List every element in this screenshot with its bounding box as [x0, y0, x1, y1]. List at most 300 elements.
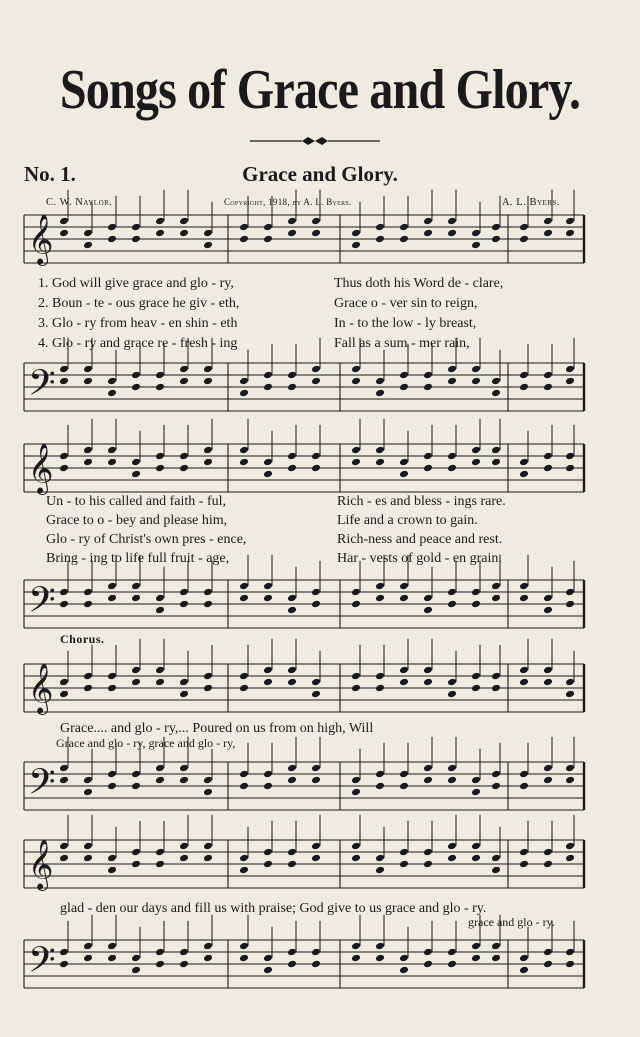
note-head [131, 458, 141, 467]
note-head [311, 464, 321, 473]
note-head [203, 600, 213, 609]
note-head [107, 684, 117, 693]
note-head [287, 948, 297, 957]
note-head [179, 764, 189, 773]
note-head [59, 960, 69, 969]
lyric-line: Rich-ness and peace and rest. [337, 532, 503, 547]
note-head [107, 235, 117, 244]
lyric-line: Glo - ry of Christ's own pres - ence, [46, 532, 247, 547]
note-head [131, 966, 141, 975]
note-head [519, 666, 529, 675]
note-head [399, 458, 409, 467]
note-head [375, 770, 385, 779]
note-head [179, 854, 189, 863]
note-head [155, 860, 165, 869]
note-head [565, 764, 575, 773]
note-head [543, 678, 553, 687]
note-head [107, 582, 117, 591]
note-head [471, 788, 481, 797]
note-head [519, 966, 529, 975]
note-head [471, 954, 481, 963]
note-head [519, 371, 529, 380]
note-head [155, 606, 165, 615]
note-head [83, 942, 93, 951]
note-head [351, 588, 361, 597]
lyric-line: Grace o - ver sin to reign, [334, 296, 478, 311]
clef-icon: 𝄢 [28, 362, 56, 413]
note-head [179, 948, 189, 957]
note-head [423, 948, 433, 957]
note-head [471, 854, 481, 863]
note-head [239, 942, 249, 951]
note-head [543, 764, 553, 773]
note-head [287, 606, 297, 615]
treble-staff [24, 815, 584, 892]
lyric-line: 1. God will give grace and glo - ry, [38, 276, 234, 291]
note-head [565, 960, 575, 969]
note-head [131, 954, 141, 963]
note-head [311, 854, 321, 863]
note-head [263, 470, 273, 479]
title-ornament [250, 136, 380, 146]
note-head [399, 582, 409, 591]
note-head [203, 672, 213, 681]
note-head [491, 458, 501, 467]
note-head [491, 672, 501, 681]
note-head [131, 678, 141, 687]
note-head [239, 458, 249, 467]
note-head [351, 446, 361, 455]
book-title: Songs of Grace and Glory. [59, 59, 581, 121]
note-head [203, 842, 213, 851]
note-head [399, 848, 409, 857]
note-head [203, 377, 213, 386]
lyric-line: Har - vests of gold - en grain. [337, 551, 502, 566]
note-head [351, 377, 361, 386]
note-head [263, 594, 273, 603]
note-head [351, 672, 361, 681]
note-head [239, 223, 249, 232]
note-head [83, 854, 93, 863]
note-head [565, 229, 575, 238]
note-head [107, 389, 117, 398]
note-head [447, 217, 457, 226]
note-head [107, 223, 117, 232]
note-head [83, 377, 93, 386]
note-head [83, 600, 93, 609]
note-head [519, 954, 529, 963]
note-head [491, 377, 501, 386]
note-head [287, 464, 297, 473]
note-head [375, 377, 385, 386]
note-head [565, 776, 575, 785]
note-head [203, 588, 213, 597]
lyric-line: 4. Glo - ry and grace re - fresh - ing [38, 336, 238, 351]
note-head [519, 782, 529, 791]
note-head [351, 458, 361, 467]
note-head [399, 470, 409, 479]
music-system-3 [0, 650, 640, 810]
note-head [399, 678, 409, 687]
note-head [83, 776, 93, 785]
note-head [263, 666, 273, 675]
note-head [107, 458, 117, 467]
note-head [447, 678, 457, 687]
note-head [399, 966, 409, 975]
note-head [83, 954, 93, 963]
note-head [375, 942, 385, 951]
note-head [423, 666, 433, 675]
note-head [491, 446, 501, 455]
note-head [375, 594, 385, 603]
note-head [179, 842, 189, 851]
note-head [287, 666, 297, 675]
note-head [543, 594, 553, 603]
note-head [83, 365, 93, 374]
note-head [471, 458, 481, 467]
note-head [519, 470, 529, 479]
music-system-1 [0, 214, 640, 413]
bass-staff [24, 915, 584, 990]
note-head [131, 770, 141, 779]
note-head [83, 229, 93, 238]
note-head [471, 365, 481, 374]
note-head [59, 948, 69, 957]
note-head [423, 678, 433, 687]
note-head [311, 452, 321, 461]
note-head [543, 217, 553, 226]
note-head [239, 782, 249, 791]
note-head [399, 594, 409, 603]
note-head [239, 594, 249, 603]
copyright-notice: Copyright, 1918, by A. L. Byers. [224, 197, 352, 207]
note-head [491, 866, 501, 875]
note-head [83, 842, 93, 851]
note-head [491, 854, 501, 863]
note-head [471, 842, 481, 851]
note-head [239, 446, 249, 455]
note-head [399, 954, 409, 963]
note-head [423, 383, 433, 392]
note-head [565, 452, 575, 461]
clef-icon: 𝄢 [28, 761, 56, 812]
note-head [83, 684, 93, 693]
note-head [519, 235, 529, 244]
note-head [107, 854, 117, 863]
note-head [351, 942, 361, 951]
note-head [399, 770, 409, 779]
note-head [423, 217, 433, 226]
note-head [59, 452, 69, 461]
note-head [287, 678, 297, 687]
note-head [59, 377, 69, 386]
note-head [311, 960, 321, 969]
note-head [107, 782, 117, 791]
music-system-2 [0, 430, 640, 630]
lyric-line: Life and a crown to gain. [337, 513, 478, 528]
lyric-line: In - to the low - ly breast, [334, 316, 477, 331]
note-head [543, 452, 553, 461]
note-head [423, 860, 433, 869]
note-head [447, 764, 457, 773]
note-head [471, 377, 481, 386]
note-head [287, 776, 297, 785]
clef-icon: 𝄞 [28, 663, 54, 714]
note-head [399, 860, 409, 869]
note-head [399, 666, 409, 675]
note-head [107, 594, 117, 603]
note-head [131, 582, 141, 591]
note-head [131, 782, 141, 791]
note-head [203, 776, 213, 785]
note-head [287, 594, 297, 603]
note-head [351, 854, 361, 863]
note-head [131, 848, 141, 857]
note-head [203, 788, 213, 797]
note-head [471, 446, 481, 455]
note-head [131, 666, 141, 675]
note-head [155, 383, 165, 392]
hymn-title: Grace and Glory. [242, 162, 398, 186]
note-head [287, 229, 297, 238]
note-head [131, 470, 141, 479]
note-head [239, 954, 249, 963]
note-head [311, 365, 321, 374]
note-head [351, 684, 361, 693]
note-head [491, 389, 501, 398]
note-head [543, 960, 553, 969]
note-head [131, 860, 141, 869]
note-head [447, 842, 457, 851]
note-head [423, 776, 433, 785]
note-head [491, 235, 501, 244]
note-head [107, 866, 117, 875]
note-head [239, 866, 249, 875]
note-head [311, 690, 321, 699]
note-head [471, 241, 481, 250]
chorus-lyric: glad - den our days and fill us with praise; God give to us grace and glo - ry. [60, 901, 487, 916]
note-head [263, 235, 273, 244]
note-head [179, 217, 189, 226]
note-head [263, 678, 273, 687]
note-head [491, 954, 501, 963]
note-head [519, 223, 529, 232]
note-head [107, 446, 117, 455]
note-head [423, 464, 433, 473]
note-head [543, 948, 553, 957]
note-head [83, 458, 93, 467]
note-head [203, 458, 213, 467]
note-head [239, 854, 249, 863]
note-head [179, 229, 189, 238]
note-head [423, 848, 433, 857]
note-head [155, 217, 165, 226]
note-head [471, 942, 481, 951]
note-head [59, 600, 69, 609]
note-head [179, 452, 189, 461]
note-head [287, 848, 297, 857]
note-head [375, 582, 385, 591]
clef-icon: 𝄞 [28, 214, 54, 265]
note-head [131, 383, 141, 392]
note-head [543, 776, 553, 785]
note-head [471, 229, 481, 238]
note-head [155, 678, 165, 687]
note-head [311, 948, 321, 957]
note-head [287, 217, 297, 226]
note-head [263, 860, 273, 869]
note-head [423, 371, 433, 380]
note-head [471, 600, 481, 609]
note-head [471, 776, 481, 785]
note-head [155, 594, 165, 603]
note-head [351, 954, 361, 963]
note-head [59, 464, 69, 473]
note-head [399, 223, 409, 232]
note-head [375, 223, 385, 232]
lyric-line: Fall as a sum - mer rain, [334, 336, 470, 351]
note-head [263, 954, 273, 963]
note-head [59, 588, 69, 597]
note-head [203, 446, 213, 455]
note-head [311, 600, 321, 609]
note-head [565, 948, 575, 957]
note-head [399, 383, 409, 392]
note-head [203, 365, 213, 374]
note-head [311, 229, 321, 238]
note-head [239, 235, 249, 244]
note-head [179, 600, 189, 609]
note-head [519, 678, 529, 687]
note-head [239, 389, 249, 398]
note-head [83, 446, 93, 455]
lyric-line: 2. Boun - te - ous grace he giv - eth, [38, 296, 240, 311]
note-head [491, 770, 501, 779]
note-head [491, 223, 501, 232]
note-head [155, 452, 165, 461]
note-head [351, 600, 361, 609]
note-head [203, 229, 213, 238]
note-head [447, 229, 457, 238]
note-head [59, 229, 69, 238]
chorus-response: grace and glo - ry. [468, 915, 555, 929]
note-head [471, 672, 481, 681]
note-head [107, 954, 117, 963]
note-head [447, 464, 457, 473]
note-head [155, 848, 165, 857]
lyric-line: Un - to his called and faith - ful, [46, 494, 227, 509]
note-head [107, 672, 117, 681]
note-head [423, 594, 433, 603]
note-head [375, 235, 385, 244]
chorus-label: Chorus. [60, 632, 105, 646]
note-head [203, 241, 213, 250]
note-head [375, 854, 385, 863]
note-head [565, 854, 575, 863]
note-head [375, 458, 385, 467]
note-head [351, 788, 361, 797]
note-head [311, 776, 321, 785]
note-head [263, 383, 273, 392]
note-head [375, 782, 385, 791]
note-head [311, 588, 321, 597]
lyric-line: Thus doth his Word de - clare, [334, 276, 504, 291]
clef-icon: 𝄞 [28, 443, 54, 494]
note-head [447, 377, 457, 386]
clef-icon: 𝄢 [28, 939, 56, 990]
note-head [447, 854, 457, 863]
note-head [399, 235, 409, 244]
note-head [519, 848, 529, 857]
note-head [423, 229, 433, 238]
note-head [491, 782, 501, 791]
note-head [263, 582, 273, 591]
note-head [565, 588, 575, 597]
lyric-line: Rich - es and bless - ings rare. [337, 494, 506, 509]
note-head [59, 764, 69, 773]
note-head [375, 446, 385, 455]
note-head [287, 960, 297, 969]
note-head [131, 371, 141, 380]
chorus-response: Grace and glo - ry, grace and glo - ry, [56, 736, 236, 750]
note-head [131, 223, 141, 232]
note-head [543, 464, 553, 473]
author-credit: C. W. Naylor. [46, 197, 113, 208]
note-head [447, 588, 457, 597]
note-head [287, 764, 297, 773]
note-head [179, 377, 189, 386]
note-head [239, 582, 249, 591]
note-head [107, 377, 117, 386]
composer-credit: A. L. Byers. [501, 197, 560, 208]
note-head [565, 600, 575, 609]
note-head [543, 371, 553, 380]
note-head [83, 788, 93, 797]
note-head [471, 684, 481, 693]
note-head [543, 229, 553, 238]
note-head [155, 666, 165, 675]
note-head [287, 371, 297, 380]
note-head [263, 223, 273, 232]
note-head [447, 600, 457, 609]
clef-icon: 𝄞 [28, 839, 54, 890]
note-head [519, 582, 529, 591]
note-head [351, 241, 361, 250]
note-head [565, 464, 575, 473]
note-head [131, 594, 141, 603]
note-head [519, 770, 529, 779]
note-head [155, 948, 165, 957]
note-head [83, 241, 93, 250]
note-head [565, 217, 575, 226]
clef-icon: 𝄢 [28, 579, 56, 630]
note-head [519, 594, 529, 603]
note-head [519, 458, 529, 467]
note-head [179, 960, 189, 969]
music-system-4 [0, 840, 640, 1030]
note-head [263, 782, 273, 791]
note-head [59, 854, 69, 863]
note-head [263, 848, 273, 857]
note-head [543, 383, 553, 392]
note-head [351, 776, 361, 785]
note-head [263, 770, 273, 779]
note-head [375, 954, 385, 963]
note-head [375, 389, 385, 398]
note-head [155, 371, 165, 380]
note-head [263, 371, 273, 380]
note-head [239, 770, 249, 779]
